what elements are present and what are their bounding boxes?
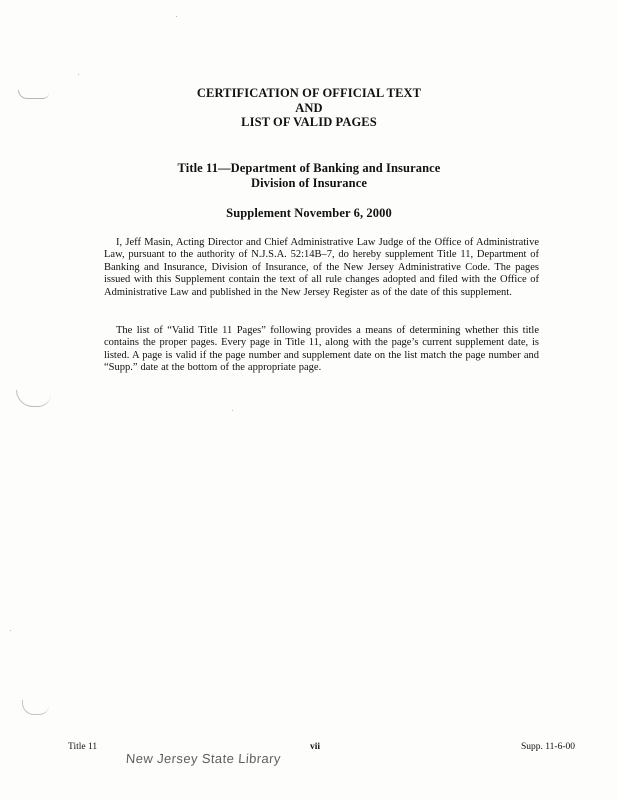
footer-title: Title 11 <box>68 742 98 752</box>
scan-speck <box>176 16 177 17</box>
certification-heading <box>0 86 618 130</box>
scan-speck <box>232 410 233 411</box>
library-stamp: New Jersey State Library <box>125 751 282 766</box>
supplement-date-heading: Supplement November 6, 2000 <box>226 206 392 220</box>
margin-scan-mark <box>22 700 49 715</box>
certification-heading-line: CERTIFICATION OF OFFICIAL TEXT <box>196 86 422 100</box>
scan-speck <box>78 74 79 75</box>
certification-paragraph: I, Jeff Masin, Acting Director and Chief Administrative Law Judge of the Office of Administrative Law, pursuant to the authority of N.J.S.A. 52:14B–7, do hereby supplement Title 11, Department of Banking and Insurance, Division of Insurance, of the New Jersey Administrative Code. The pages issued with this Supplement contain the text of all rule changes adopted and filed with the Office of Administrative Law and published in the New Jersey Register as of the date of this supplement. <box>104 237 539 298</box>
margin-scan-mark <box>16 390 51 407</box>
footer-supplement-date: Supp. 11-6-00 <box>521 742 576 752</box>
title-heading <box>0 161 618 190</box>
valid-pages-paragraph: The list of “Valid Title 11 Pages” following provides a means of determining whether this title contains the proper pages. Every page in Title 11, along with the page’s current supplement date, is listed. A page is valid if the page number and supplement date on the list match the page number and “Supp.” date at the bottom of the appropriate page. <box>104 325 539 374</box>
scan-speck <box>10 630 11 631</box>
certification-heading-line: LIST OF VALID PAGES <box>241 115 377 129</box>
certification-heading-line: AND <box>295 100 323 115</box>
division-heading-line: Division of Insurance <box>250 175 367 190</box>
page-number: vii <box>310 742 321 752</box>
title-heading-line: Title 11—Department of Banking and Insurance <box>177 161 441 175</box>
